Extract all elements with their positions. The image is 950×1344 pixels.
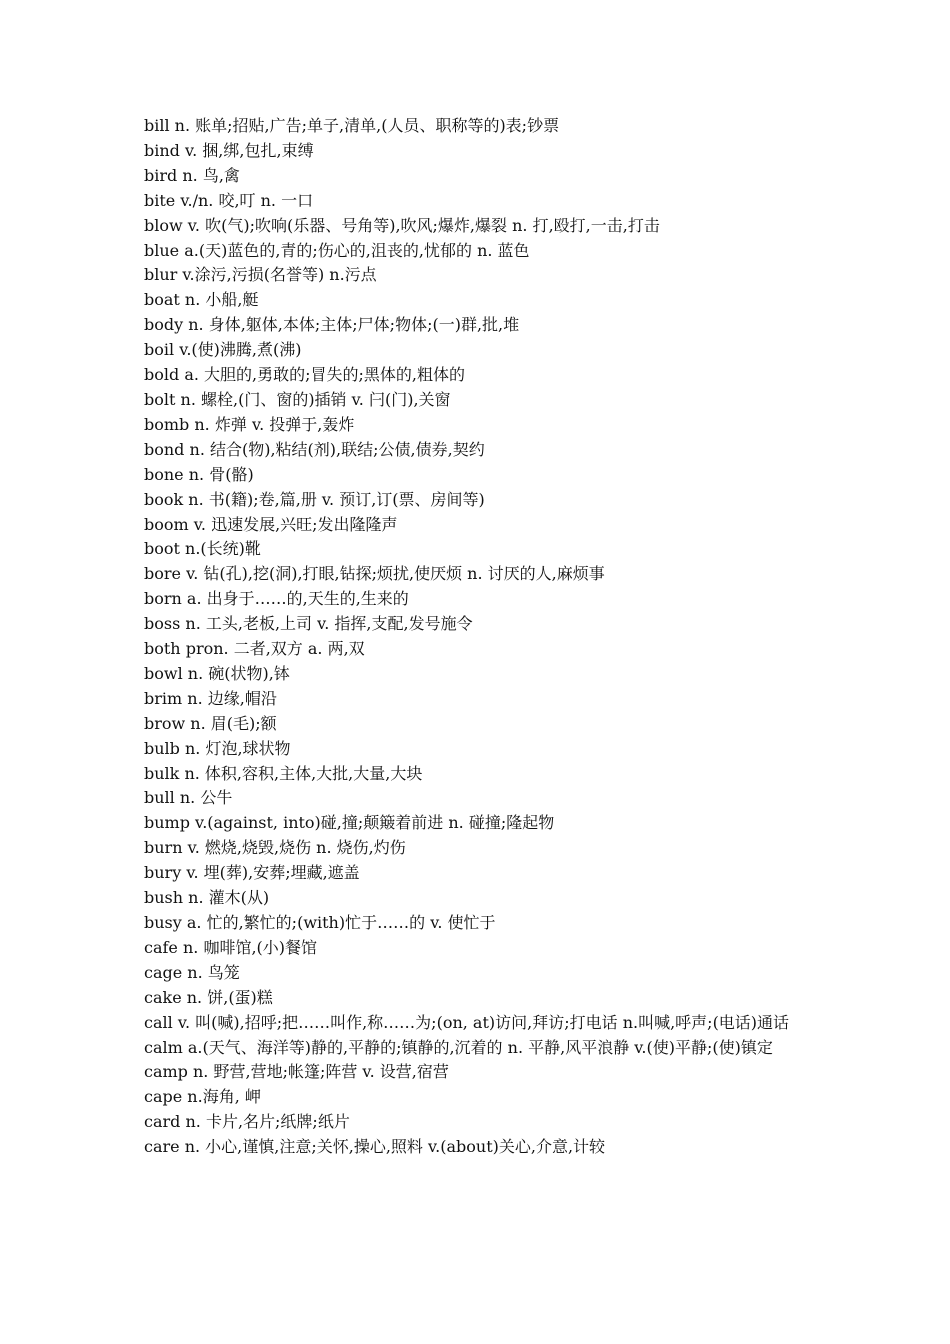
entry-busy: busy a. 忙的,繁忙的;(with)忙于……的 v. 使忙于 bbox=[144, 913, 496, 932]
entry-bull: bull n. 公牛 bbox=[144, 788, 233, 808]
entry-bury: bury v. 埋(葬),安葬;埋藏,遮盖 bbox=[144, 863, 360, 883]
entry-cage: cage n. 鸟笼 bbox=[144, 962, 240, 982]
entry-card: card n. 卡片,名片;纸牌;纸片 bbox=[144, 1112, 350, 1132]
entry-bone: bone n. 骨(骼) bbox=[144, 464, 254, 484]
entry-bill: bill n. 账单;招贴,广告;单子,清单,(人员、职称等的)表;钞票 bbox=[144, 116, 560, 135]
entry-bomb: bomb n. 炸弹 v. 投弹于,轰炸 bbox=[144, 414, 355, 434]
entry-blur: blur v.涂污,污损(名誉等) n.污点 bbox=[144, 265, 377, 285]
entry-bold: bold a. 大胆的,勇敢的;冒失的;黑体的,粗体的 bbox=[144, 365, 465, 385]
entry-boom: boom v. 迅速发展,兴旺;发出隆隆声 bbox=[144, 514, 398, 534]
entry-bond: bond n. 结合(物),粘结(剂),联结;公债,债券,契约 bbox=[144, 439, 485, 459]
entry-book: book n. 书(籍);卷,篇,册 v. 预订,订(票、房间等) bbox=[144, 489, 485, 509]
entry-burn: burn v. 燃烧,烧毁,烧伤 n. 烧伤,灼伤 bbox=[144, 838, 406, 858]
entry-blue: blue a.(天)蓝色的,青的;伤心的,沮丧的,忧郁的 n. 蓝色 bbox=[144, 240, 530, 260]
entry-blow: blow v. 吹(气);吹响(乐器、号角等),吹风;爆炸,爆裂 n. 打,殴打,一击,打击 bbox=[144, 215, 660, 235]
entry-boat: boat n. 小船,艇 bbox=[144, 290, 259, 310]
entry-camp: camp n. 野营,营地;帐篷;阵营 v. 设营,宿营 bbox=[144, 1062, 449, 1082]
entry-care: care n. 小心,谨慎,注意;关怀,操心,照料 v.(about)关心,介意,计较 bbox=[144, 1137, 606, 1157]
entry-boss: boss n. 工头,老板,上司 v. 指挥,支配,发号施令 bbox=[144, 614, 473, 634]
entry-bulk: bulk n. 体积,容积,主体,大批,大量,大块 bbox=[144, 763, 423, 783]
vocabulary-list bbox=[144, 114, 808, 1160]
entry-bird: bird n. 鸟,禽 bbox=[144, 165, 240, 185]
entry-cape: cape n.海角, 岬 bbox=[144, 1087, 261, 1107]
entry-boot: boot n.(长统)靴 bbox=[144, 539, 261, 559]
entry-cafe: cafe n. 咖啡馆,(小)餐馆 bbox=[144, 937, 318, 957]
entry-calm: calm a.(天气、海洋等)静的,平静的;镇静的,沉着的 n. 平静,风平浪静 v.(使)平静;(使)镇定 bbox=[144, 1037, 773, 1057]
entry-brim: brim n. 边缘,帽沿 bbox=[144, 688, 277, 708]
entry-bump: bump v.(against, into)碰,撞;颠簸着前进 n. 碰撞;隆起物 bbox=[144, 813, 555, 833]
entry-born: born a. 出身于……的,天生的,生来的 bbox=[144, 589, 409, 609]
entry-call: call v. 叫(喊),招呼;把……叫作,称……为;(on, at)访问,拜访;打电话 n.叫喊,呼声;(电话)通话 bbox=[144, 1012, 790, 1032]
entry-boil: boil v.(使)沸腾,煮(沸) bbox=[144, 340, 302, 360]
entry-bore: bore v. 钻(孔),挖(洞),打眼,钻探;烦扰,使厌烦 n. 讨厌的人,麻烦事 bbox=[144, 564, 605, 584]
entry-bite: bite v./n. 咬,叮 n. 一口 bbox=[144, 190, 314, 210]
entry-brow: brow n. 眉(毛);额 bbox=[144, 713, 277, 733]
entry-bowl: bowl n. 碗(状物),钵 bbox=[144, 663, 290, 683]
entry-bush: bush n. 灌木(从) bbox=[144, 888, 270, 908]
entry-bulb: bulb n. 灯泡,球状物 bbox=[144, 738, 291, 758]
entry-bolt: bolt n. 螺栓,(门、窗的)插销 v. 闩(门),关窗 bbox=[144, 389, 451, 409]
entry-bind: bind v. 捆,绑,包扎,束缚 bbox=[144, 140, 314, 160]
entry-cake: cake n. 饼,(蛋)糕 bbox=[144, 987, 273, 1007]
entry-body: body n. 身体,躯体,本体;主体;尸体;物体;(一)群,批,堆 bbox=[144, 315, 520, 335]
entry-both: both pron. 二者,双方 a. 两,双 bbox=[144, 639, 365, 659]
